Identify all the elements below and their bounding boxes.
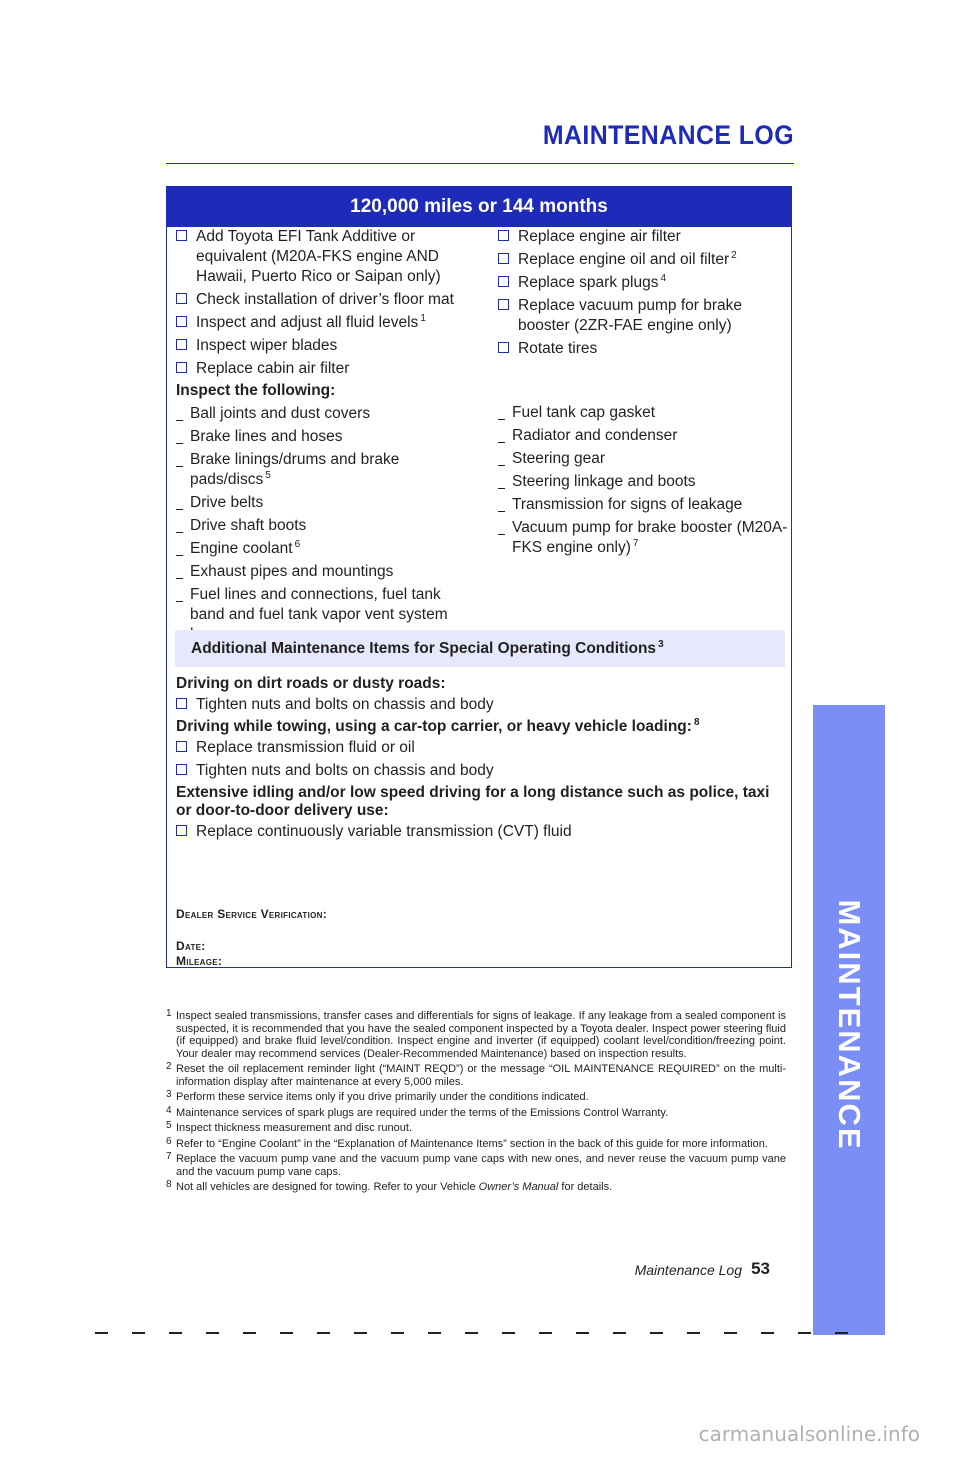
checklist-item[interactable]: Tighten nuts and bolts on chassis and body bbox=[176, 695, 784, 715]
inspect-item: Fuel lines and connections, fuel tank band and fuel tank vapor vent system bbox=[176, 585, 476, 645]
footnote: 1 Inspect sealed transmissions, transfer cases and differentials for signs of leakage. If any leakage from a sealed component is suspected, it is recommended that you have the sealed component inspected by a Toyota dealer. Inspect power steering fluid (if equipped) and brake fluid level/condition. Inspect engine and inverter (if equipped) coolant level/condition/freezing point. Your dealer may recommend services (Dealer-Recommended Maintenance) based on inspection results. bbox=[166, 1008, 786, 1060]
footnote-ref: 2 bbox=[731, 250, 737, 261]
checkbox-icon[interactable] bbox=[498, 230, 509, 241]
side-tab-label: MAINTENANCE bbox=[832, 899, 867, 1151]
bottom-dashed-rule bbox=[95, 1332, 865, 1334]
checklist-item[interactable]: Replace transmission fluid or oil bbox=[176, 738, 784, 758]
inspect-item: Drive shaft boots bbox=[176, 516, 476, 536]
checkbox-icon[interactable] bbox=[176, 825, 187, 836]
footer-section-label: Maintenance Log bbox=[634, 1262, 742, 1278]
inspect-item: Drive belts bbox=[176, 493, 476, 513]
checkbox-icon[interactable] bbox=[176, 230, 187, 241]
checklist-item[interactable]: Replace continuously variable transmission (CVT) fluid bbox=[176, 822, 784, 842]
date-label: Date: bbox=[176, 939, 206, 953]
footnote-ref: 3 bbox=[658, 639, 664, 650]
watermark: carmanualsonline.info bbox=[698, 1422, 920, 1446]
special-conditions-heading: Additional Maintenance Items for Special Operating Conditions $^3$ bbox=[175, 630, 785, 667]
checklist-item[interactable]: Rotate tires bbox=[498, 339, 788, 359]
footnote-ref: 6 bbox=[294, 539, 301, 550]
checkbox-icon[interactable] bbox=[176, 362, 187, 373]
inspect-item: Engine coolant $^6$ bbox=[176, 539, 476, 559]
special-conditions-section bbox=[176, 672, 784, 845]
footnote-ref: 8 bbox=[693, 717, 700, 728]
footnote-ref: 5 bbox=[265, 470, 271, 481]
checklist-item[interactable]: Inspect and adjust all fluid levels $^1$ bbox=[176, 313, 476, 333]
inspect-item: Vacuum pump for brake booster (M20A-FKS engine only) $^7$ bbox=[498, 518, 788, 558]
inspect-item: Steering gear bbox=[498, 449, 788, 469]
inspect-item: Steering linkage and boots bbox=[498, 472, 788, 492]
checklist-item[interactable]: Replace spark plugs $^4$ bbox=[498, 273, 788, 293]
inspect-heading: Inspect the following: bbox=[176, 382, 336, 399]
checkbox-icon[interactable] bbox=[498, 276, 509, 287]
inspect-item: Brake lines and hoses bbox=[176, 427, 476, 447]
inspect-right-list bbox=[498, 403, 788, 561]
checklist-item[interactable]: Replace engine air filter bbox=[498, 227, 788, 247]
idling-heading: Extensive idling and/or low speed driving for a long distance such as police, taxi or door-to-door delivery use: bbox=[176, 784, 770, 819]
checkbox-icon[interactable] bbox=[176, 339, 187, 350]
interval-header: 120,000 miles or 144 months bbox=[167, 187, 791, 227]
inspect-left-list bbox=[176, 404, 476, 648]
mileage-label: Mileage: bbox=[176, 954, 223, 968]
inspect-item: Fuel tank cap gasket bbox=[498, 403, 788, 423]
inspect-item: Radiator and condenser bbox=[498, 426, 788, 446]
dirt-roads-heading: Driving on dirt roads or dusty roads: bbox=[176, 675, 446, 692]
inspect-item: Brake linings/drums and brake pads/discs $^5$ bbox=[176, 450, 476, 490]
footnote: 5 Inspect thickness measurement and disc runout. bbox=[166, 1120, 413, 1134]
checklist-item[interactable]: Replace cabin air filter bbox=[176, 359, 476, 379]
checklist-item[interactable]: Replace engine oil and oil filter $^2$ bbox=[498, 250, 788, 270]
footnote: 8 Not all vehicles are designed for towing. Refer to your Vehicle Owner’s Manual for details. bbox=[166, 1179, 613, 1193]
checkbox-icon[interactable] bbox=[498, 253, 509, 264]
towing-heading: Driving while towing, using a car-top carrier, or heavy vehicle loading: $^8$ bbox=[176, 717, 700, 735]
footnote: 3 Perform these service items only if you drive primarily under the conditions indicated. bbox=[166, 1089, 589, 1103]
dealer-verification-label: Dealer Service Verification: bbox=[176, 907, 328, 921]
footnotes bbox=[166, 1010, 786, 1197]
checkbox-icon[interactable] bbox=[176, 293, 187, 304]
checkbox-icon[interactable] bbox=[498, 342, 509, 353]
inspect-item: Exhaust pipes and mountings bbox=[176, 562, 476, 582]
checkbox-icon[interactable] bbox=[176, 316, 187, 327]
checklist-item[interactable]: Tighten nuts and bolts on chassis and body bbox=[176, 761, 784, 781]
footnote-ref: 7 bbox=[632, 538, 639, 549]
checkbox-icon[interactable] bbox=[176, 764, 187, 775]
inspect-item: Ball joints and dust covers bbox=[176, 404, 476, 424]
footnote-ref: 1 bbox=[420, 313, 426, 324]
footnote-ref: 4 bbox=[660, 273, 667, 284]
inspect-item: Transmission for signs of leakage bbox=[498, 495, 788, 515]
checklist-item[interactable]: Add Toyota EFI Tank Additive or equivalent (M20A-FKS engine AND Hawaii, Puerto Rico or Saipan only) bbox=[176, 227, 476, 287]
checkbox-icon[interactable] bbox=[176, 741, 187, 752]
checkbox-icon[interactable] bbox=[176, 698, 187, 709]
footnote: 2 Reset the oil replacement reminder light (“MAINT REQD”) or the message “OIL MAINTENANCE REQUIRED” on the multi-information display after maintenance at every 5,000 miles. bbox=[166, 1061, 786, 1088]
checklist-item[interactable]: Replace vacuum pump for brake booster (2ZR-FAE engine only) bbox=[498, 296, 788, 336]
checklist-item[interactable]: Inspect wiper blades bbox=[176, 336, 476, 356]
page-number: 53 bbox=[751, 1259, 770, 1278]
checklist-item[interactable]: Check installation of driver’s floor mat bbox=[176, 290, 476, 310]
page-title: MAINTENANCE LOG bbox=[542, 120, 794, 150]
maintenance-interval-box bbox=[166, 186, 792, 968]
right-checklist bbox=[498, 227, 788, 362]
left-checklist bbox=[176, 227, 476, 400]
title-divider bbox=[166, 163, 794, 164]
footnote: 6 Refer to “Engine Coolant” in the “Explanation of Maintenance Items” section in the back of this guide for more information. bbox=[166, 1135, 768, 1150]
footnote: 4 Maintenance services of spark plugs are required under the terms of the Emissions Control Warranty. bbox=[166, 1104, 669, 1119]
footnote: 7 Replace the vacuum pump vane and the vacuum pump vane caps with new ones, and never reuse the vacuum pump vane and the vacuum pump vane caps. bbox=[166, 1151, 786, 1178]
checkbox-icon[interactable] bbox=[498, 299, 509, 310]
